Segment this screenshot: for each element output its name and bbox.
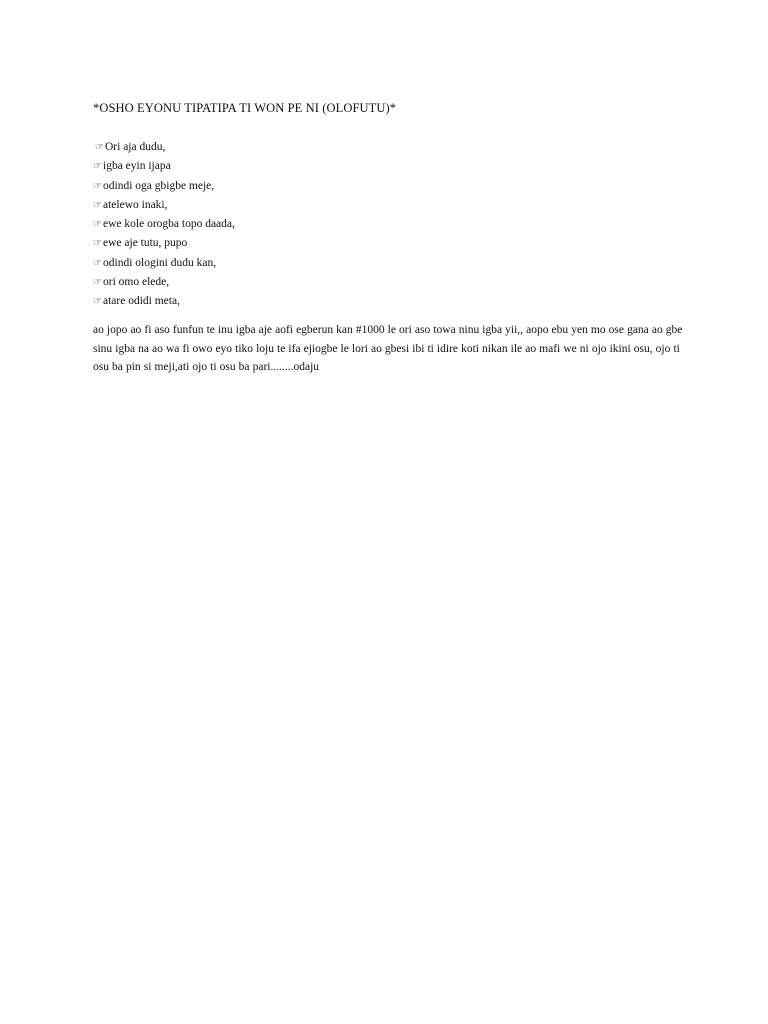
list-item xyxy=(93,157,235,176)
paragraph-line: mafi we ni ojo ikini osu, ojo ti osu ba pin si meji,ati ojo ti osu ba pari........odaju xyxy=(93,342,680,374)
list-item xyxy=(93,234,235,253)
list-item-text: ori omo elede, xyxy=(103,276,170,289)
list-item xyxy=(93,254,235,273)
pointing-hand-icon: ☞ xyxy=(93,238,102,250)
ingredient-list xyxy=(93,138,235,312)
list-item xyxy=(93,292,235,311)
list-item-text: ewe kole orogba topo daada, xyxy=(103,218,235,231)
paragraph-line: ose gana ao gbe sinu igba na ao wa fi owo eyo tiko loju te ifa ejiogbe le lori ao gbesi ibi ti idire koti nikan ile ao xyxy=(93,324,683,355)
pointing-hand-icon: ☞ xyxy=(93,277,102,289)
list-item-text: odindi oga gbigbe meje, xyxy=(103,179,215,192)
instructions-paragraph xyxy=(93,321,697,377)
list-item xyxy=(93,215,235,234)
list-item-text: atelewo inaki, xyxy=(103,198,168,211)
paragraph-line: ao jopo ao fi aso funfun te inu igba aje aofi egberun kan #1000 le ori aso towa ninu igba yii,, aopo ebu yen mo xyxy=(93,324,606,336)
list-item xyxy=(93,177,235,196)
document-title: *OSHO EYONU TIPATIPA TI WON PE NI (OLOFUTU)* xyxy=(93,101,397,115)
pointing-hand-icon: ☞ xyxy=(93,219,102,231)
pointing-hand-icon: ☞ xyxy=(93,180,102,192)
pointing-hand-icon: ☞ xyxy=(93,199,102,211)
list-item-text: odindi ologini dudu kan, xyxy=(103,256,217,269)
list-item xyxy=(93,196,235,215)
list-item xyxy=(93,138,235,157)
pointing-hand-icon: ☞ xyxy=(95,142,104,153)
pointing-hand-icon: ☞ xyxy=(93,257,102,269)
pointing-hand-icon: ☞ xyxy=(93,161,102,173)
pointing-hand-icon: ☞ xyxy=(93,296,102,308)
list-item-text: ewe aje tutu, pupo xyxy=(103,237,188,250)
list-item-text: Ori aja dudu, xyxy=(105,141,166,153)
list-item xyxy=(93,273,235,292)
list-item-text: igba eyin ijapa xyxy=(103,160,171,173)
list-item-text: atare odidi meta, xyxy=(103,295,180,308)
